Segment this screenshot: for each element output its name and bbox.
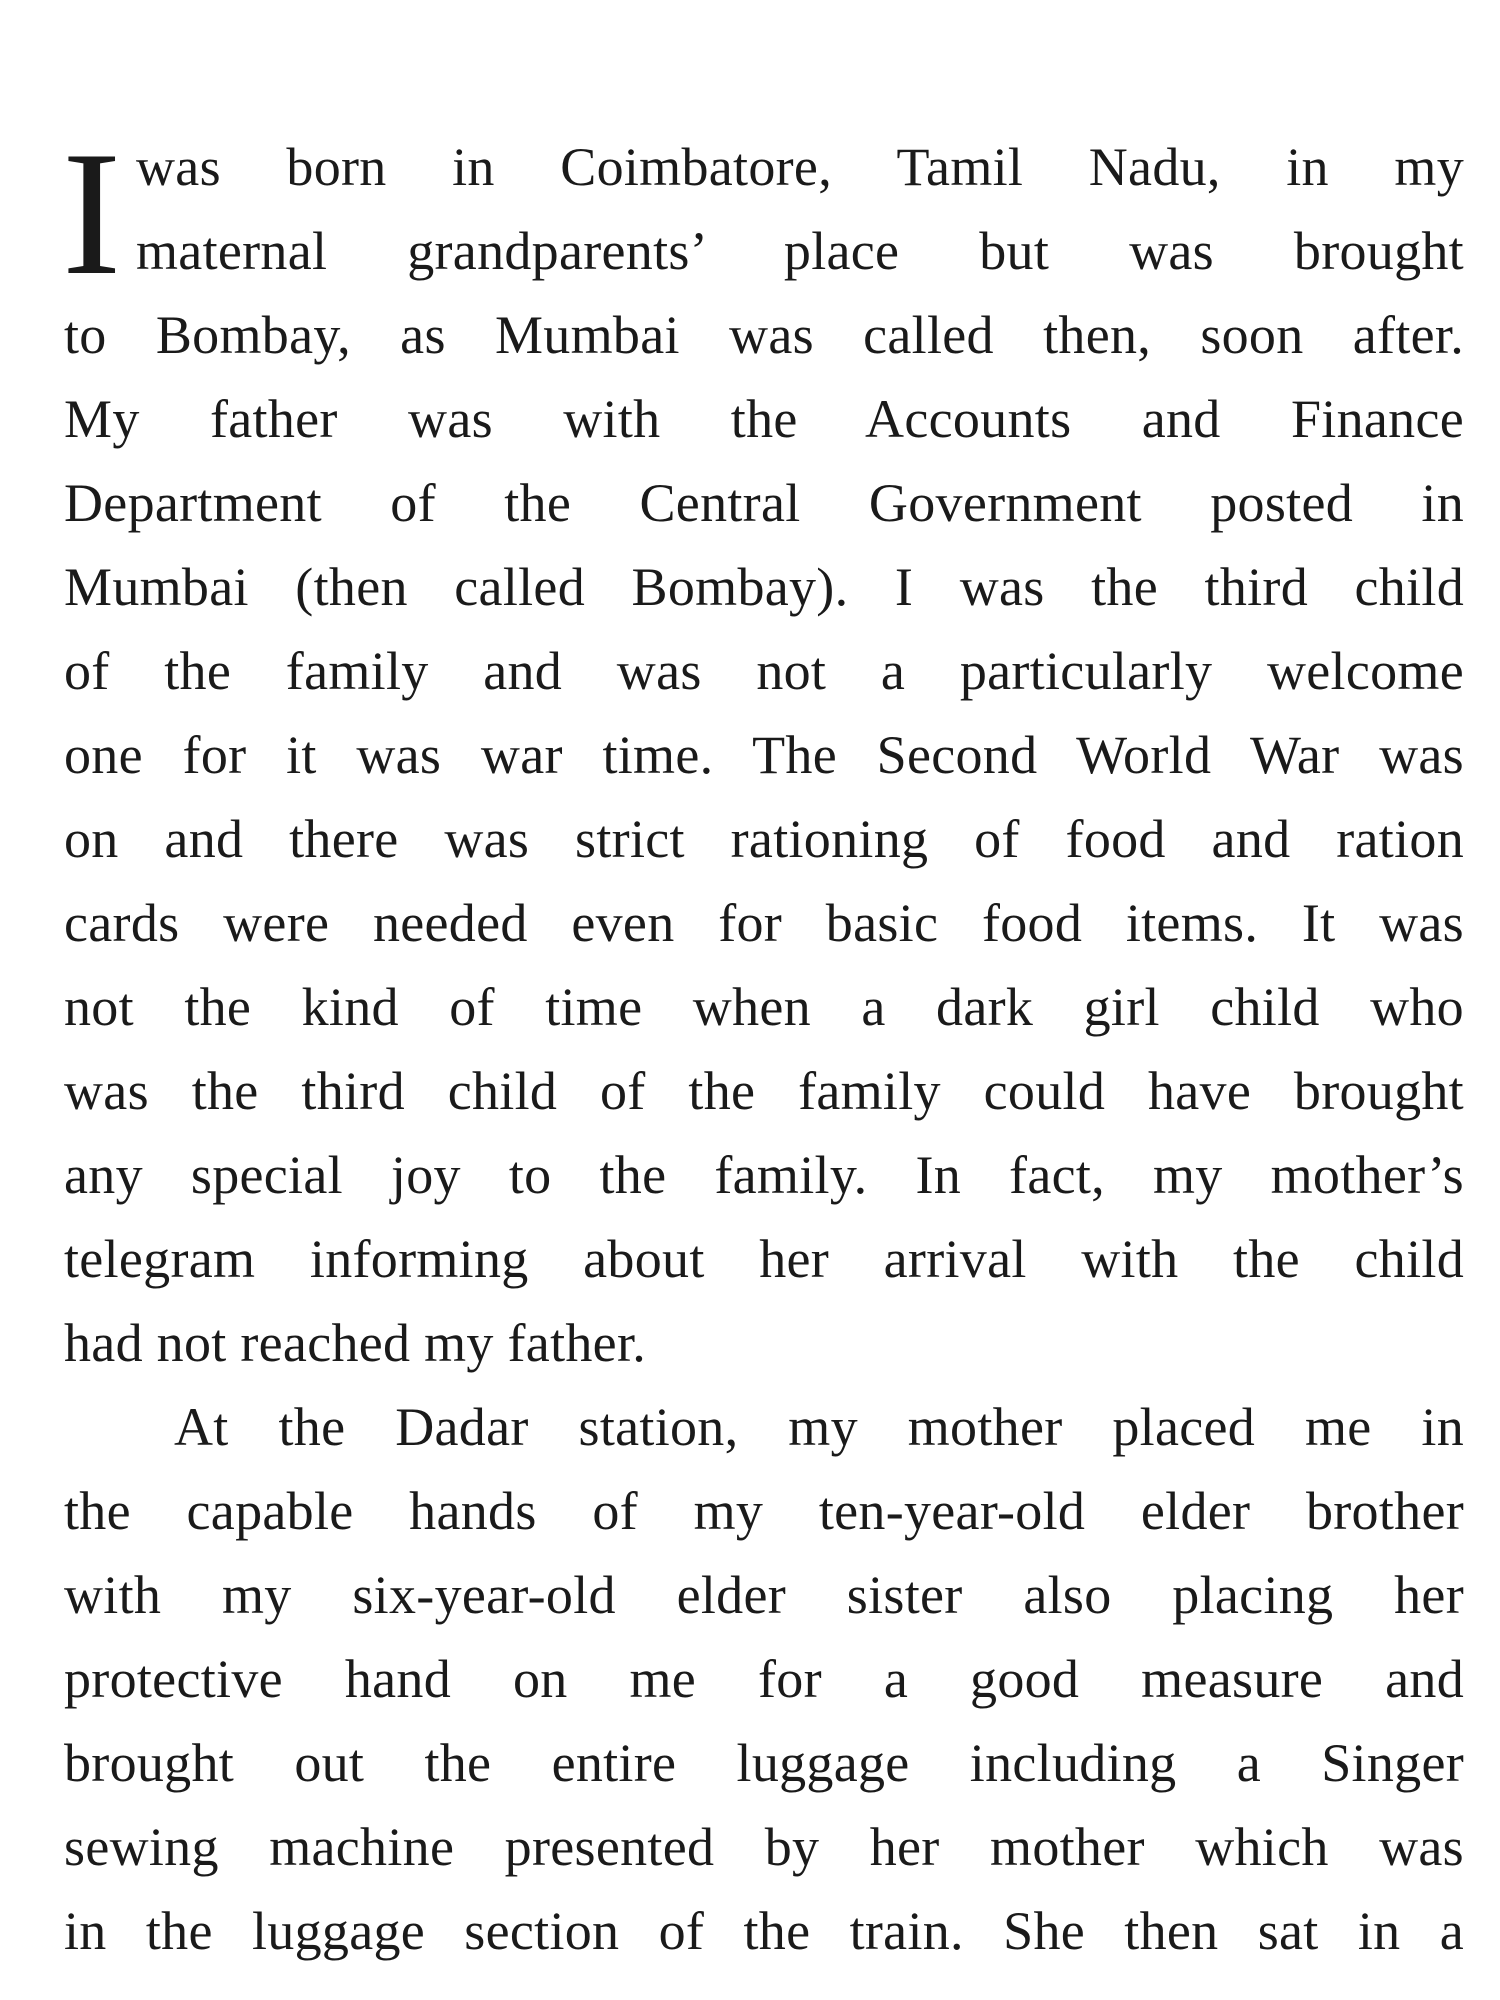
- text-line: the capable hands of my ten-year-old elder brother: [64, 1481, 1464, 1541]
- text-line: protective hand on me for a good measure and: [64, 1649, 1464, 1709]
- text-line: maternal grandparents’ place but was brought: [136, 221, 1464, 281]
- text-line: to Bombay, as Mumbai was called then, soon after.: [64, 305, 1464, 365]
- text-line: on and there was strict rationing of food and ration: [64, 809, 1464, 869]
- drop-cap: I: [62, 114, 122, 312]
- text-line: sewing machine presented by her mother which was: [64, 1817, 1464, 1877]
- text-line: brought out the entire luggage including a Singer: [64, 1733, 1464, 1793]
- paragraph-2: [64, 1385, 1464, 1973]
- text-line: was the third child of the family could have brought: [64, 1061, 1464, 1121]
- text-line: My father was with the Accounts and Finance: [64, 389, 1464, 449]
- text-line: Department of the Central Government posted in: [64, 473, 1464, 533]
- text-line: telegram informing about her arrival with the child: [64, 1229, 1464, 1289]
- text-line: was born in Coimbatore, Tamil Nadu, in my: [136, 137, 1464, 197]
- book-page: [62, 114, 1464, 1973]
- text-line: not the kind of time when a dark girl child who: [64, 977, 1464, 1037]
- text-line: any special joy to the family. In fact, my mother’s: [64, 1145, 1464, 1205]
- text-line: one for it was war time. The Second World War was: [64, 725, 1464, 785]
- text-line: had not reached my father.: [64, 1313, 647, 1373]
- text-line: in the luggage section of the train. She then sat in a: [64, 1901, 1464, 1961]
- text-line: Mumbai (then called Bombay). I was the third child: [64, 557, 1464, 617]
- text-line: of the family and was not a particularly welcome: [64, 641, 1464, 701]
- text-line: At the Dadar station, my mother placed me in: [174, 1397, 1464, 1457]
- paragraph-1: [62, 114, 1464, 1385]
- text-line: cards were needed even for basic food items. It was: [64, 893, 1464, 953]
- text-line: with my six-year-old elder sister also placing her: [64, 1565, 1464, 1625]
